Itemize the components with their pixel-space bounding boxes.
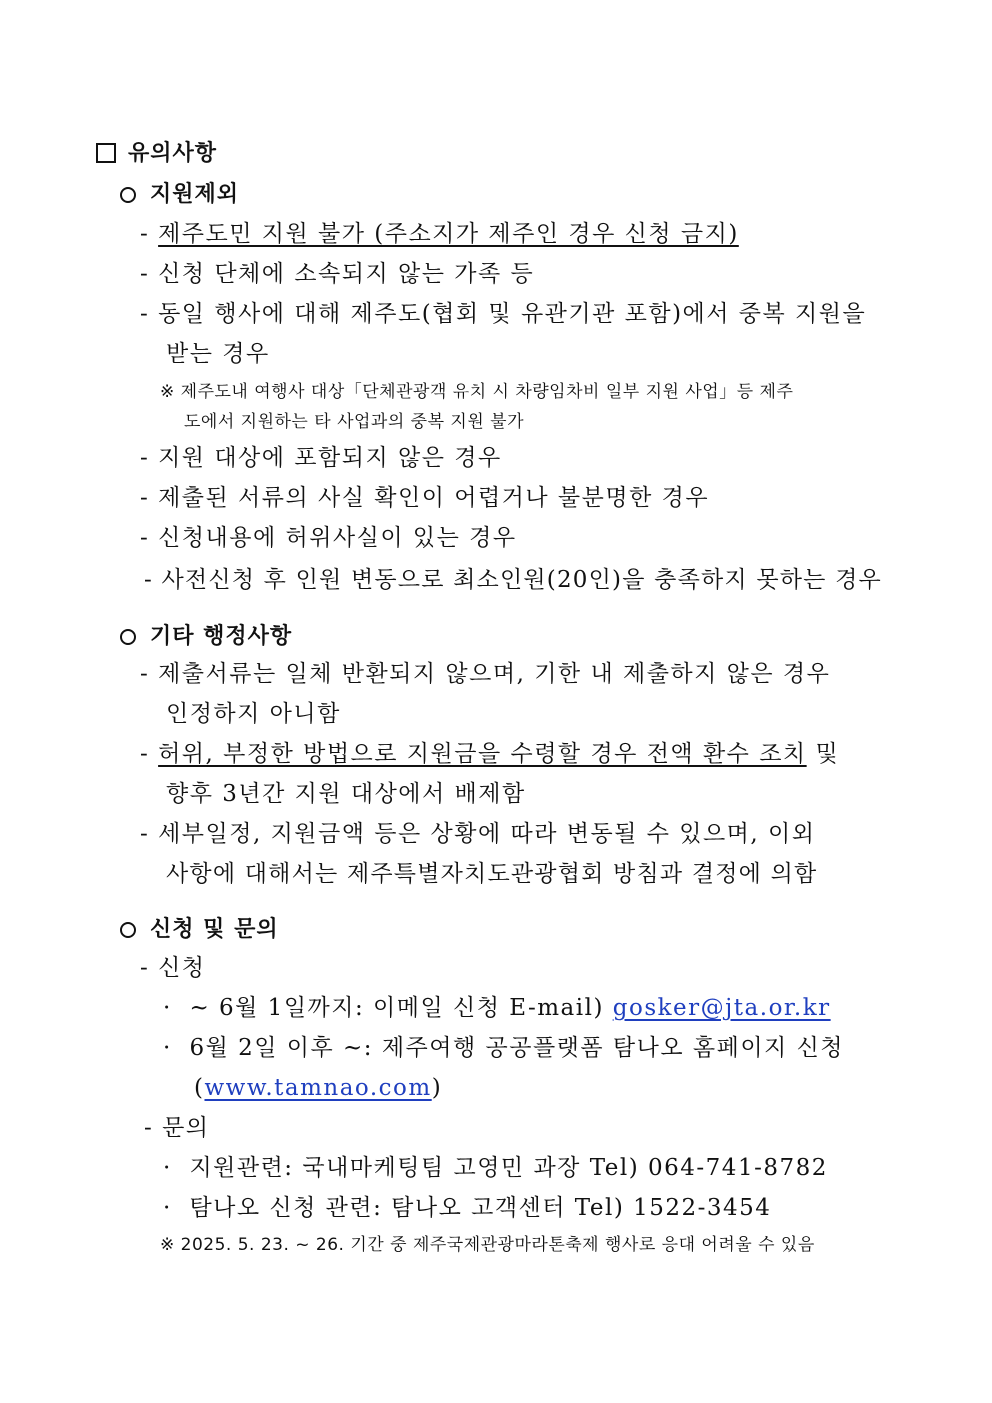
exclusion-note: ※ 제주도내 여행사 대상「단체관광객 유치 시 차량임차비 일부 지원 사업」등 제주 [160,382,794,402]
exclusion-item-residents: - 제주도민 지원 불가 (주소지가 제주인 경우 신청 금지) [140,221,739,247]
exclusion-item-min-people: - 사전신청 후 인원 변동으로 최소인원(20인)을 충족하지 못하는 경우 [144,567,882,593]
circle-bullet-icon [120,922,136,938]
exclusion-item-false-info: - 신청내용에 허위사실이 있는 경우 [140,525,517,551]
exclusion-item-duplicate-cont: 받는 경우 [166,341,270,367]
exclusion-item-duplicate: - 동일 행사에 대해 제주도(협회 및 유관기관 포함)에서 중복 지원을 [140,301,867,327]
inquiry-label: - 문의 [144,1115,210,1141]
apply-website-item: · 6월 2일 이후 ~: 제주여행 공공플랫폼 탐나오 홈페이지 신청 [163,1035,845,1061]
exclusion-item-not-target: - 지원 대상에 포함되지 않은 경우 [140,445,502,471]
exclusion-item-family: - 신청 단체에 소속되지 않는 가족 등 [140,261,535,287]
circle-bullet-icon [120,187,136,203]
admin-item-documents: - 제출서류는 일체 반환되지 않으며, 기한 내 제출하지 않은 경우 [140,661,831,687]
inquiry-note: ※ 2025. 5. 23. ~ 26. 기간 중 제주국제관광마라톤축제 행사로 응대 어려울 수 있음 [160,1235,815,1255]
apply-heading: 신청 및 문의 [120,915,279,945]
inquiry-item-tamnao: · 탐나오 신청 관련: 탐나오 고객센터 Tel) 1522-3454 [163,1195,772,1221]
admin-item-documents-cont: 인정하지 아니함 [166,701,341,727]
apply-website-url-line: (www.tamnao.com) [194,1075,443,1101]
admin-item-schedule-cont: 사항에 대해서는 제주특별자치도관광협회 방침과 결정에 의함 [166,861,818,887]
apply-email-item: · ~ 6월 1일까지: 이메일 신청 E-mail) gosker@jta.or.kr [163,995,831,1021]
apply-label: - 신청 [140,955,206,981]
inquiry-item-support: · 지원관련: 국내마케팅팀 고영민 과장 Tel) 064-741-8782 [163,1155,828,1181]
checkbox-square-icon [96,143,116,163]
admin-item-refund-cont: 향후 3년간 지원 대상에서 배제함 [166,781,526,807]
exclusion-item-unclear-docs: - 제출된 서류의 사실 확인이 어렵거나 불분명한 경우 [140,485,710,511]
admin-item-refund: - 허위, 부정한 방법으로 지원금을 수령할 경우 전액 환수 조치 및 [140,741,840,767]
exclusions-heading: 지원제외 [120,180,239,210]
admin-heading: 기타 행정사항 [120,622,292,652]
exclusion-note-cont: 도에서 지원하는 타 사업과의 중복 지원 불가 [184,412,525,432]
email-link[interactable]: gosker@jta.or.kr [612,995,831,1021]
admin-item-schedule: - 세부일정, 지원금액 등은 상황에 따라 변동될 수 있으며, 이외 [140,821,816,847]
circle-bullet-icon [120,629,136,645]
tamnao-link[interactable]: www.tamnao.com [204,1075,432,1101]
section-title: 유의사항 [96,139,217,169]
